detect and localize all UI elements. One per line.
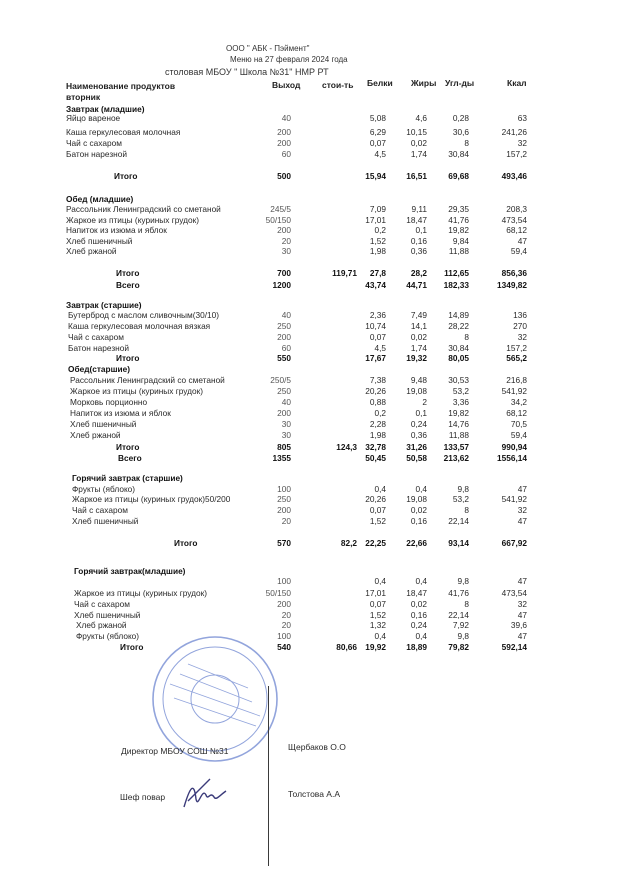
carbs-cell: 19,82 xyxy=(448,225,469,235)
dish-name: Хлеб пшеничный xyxy=(72,516,139,526)
section-label: Итого xyxy=(120,642,144,652)
output-cell: 20 xyxy=(281,620,291,630)
dish-name: Хлеб ржаной xyxy=(66,246,117,256)
carbs-cell: 79,82 xyxy=(448,642,469,652)
carbs-cell: 182,33 xyxy=(443,280,469,290)
protein-cell: 19,92 xyxy=(365,642,386,652)
section-label: Итого xyxy=(116,268,140,278)
protein-cell: 17,01 xyxy=(365,215,386,225)
section-label: Всего xyxy=(116,280,140,290)
director-name: Щербаков О.О xyxy=(288,742,346,752)
dish-name: Жаркое из птицы (куриных грудок) xyxy=(70,386,203,396)
output-cell: 250/5 xyxy=(270,375,291,385)
cost-cell: 82,2 xyxy=(340,538,357,548)
carbs-cell: 8 xyxy=(464,332,469,342)
protein-cell: 0,07 xyxy=(369,138,386,148)
fat-cell: 0,16 xyxy=(410,516,427,526)
fat-cell: 16,51 xyxy=(406,171,427,181)
cost-cell: 119,71 xyxy=(332,268,357,278)
signature-divider xyxy=(268,686,269,866)
dish-name: Рассольник Ленинградский со сметаной xyxy=(66,204,221,214)
output-cell: 20 xyxy=(281,610,291,620)
carbs-cell: 9,84 xyxy=(452,236,469,246)
kcal-cell: 47 xyxy=(517,631,527,641)
section-label: Итого xyxy=(114,171,138,181)
output-cell: 100 xyxy=(277,576,291,586)
protein-cell: 20,26 xyxy=(365,386,386,396)
weekday-label: вторник xyxy=(66,92,101,102)
kcal-cell: 47 xyxy=(517,484,527,494)
output-cell: 200 xyxy=(277,138,291,148)
carbs-cell: 28,22 xyxy=(448,321,469,331)
dish-name: Жаркое из птицы (куриных грудок) xyxy=(66,215,199,225)
dish-name: Напиток из изюма и яблок xyxy=(70,408,171,418)
carbs-cell: 0,28 xyxy=(452,113,469,123)
protein-cell: 0,4 xyxy=(374,631,386,641)
output-cell: 540 xyxy=(277,642,291,652)
carbs-cell: 29,35 xyxy=(448,204,469,214)
protein-cell: 2,36 xyxy=(369,310,386,320)
protein-cell: 10,74 xyxy=(365,321,386,331)
carbs-cell: 69,68 xyxy=(448,171,469,181)
protein-cell: 4,5 xyxy=(374,149,386,159)
carbs-cell: 22,14 xyxy=(448,516,469,526)
kcal-cell: 32 xyxy=(517,505,527,515)
protein-cell: 17,01 xyxy=(365,588,386,598)
fat-cell: 0,1 xyxy=(415,225,427,235)
kcal-cell: 68,12 xyxy=(506,408,527,418)
output-cell: 200 xyxy=(277,332,291,342)
fat-cell: 0,24 xyxy=(410,620,427,630)
output-cell: 60 xyxy=(281,343,291,353)
output-cell: 570 xyxy=(277,538,291,548)
carbs-cell: 14,76 xyxy=(448,419,469,429)
section-label: Итого xyxy=(116,442,140,452)
protein-cell: 0,88 xyxy=(369,397,386,407)
kcal-cell: 32 xyxy=(517,599,527,609)
carbs-cell: 7,92 xyxy=(452,620,469,630)
fat-cell: 0,1 xyxy=(415,408,427,418)
carbs-cell: 9,8 xyxy=(457,631,469,641)
protein-cell: 20,26 xyxy=(365,494,386,504)
carbs-cell: 213,62 xyxy=(443,453,469,463)
fat-cell: 1,74 xyxy=(410,149,427,159)
carbs-cell: 30,84 xyxy=(448,149,469,159)
protein-cell: 0,4 xyxy=(374,576,386,586)
kcal-cell: 39,6 xyxy=(510,620,527,630)
kcal-cell: 241,26 xyxy=(501,127,527,137)
column-header-carbs: Угл-ды xyxy=(445,78,475,88)
kcal-cell: 216,8 xyxy=(506,375,527,385)
fat-cell: 19,08 xyxy=(406,494,427,504)
fat-cell: 0,02 xyxy=(410,138,427,148)
kcal-cell: 856,36 xyxy=(501,268,527,278)
fat-cell: 28,2 xyxy=(410,268,427,278)
output-cell: 200 xyxy=(277,505,291,515)
fat-cell: 22,66 xyxy=(406,538,427,548)
output-cell: 700 xyxy=(277,268,291,278)
carbs-cell: 30,53 xyxy=(448,375,469,385)
cost-cell: 80,66 xyxy=(336,642,357,652)
output-cell: 250 xyxy=(277,386,291,396)
carbs-cell: 93,14 xyxy=(448,538,469,548)
section-label: Итого xyxy=(174,538,198,548)
output-cell: 100 xyxy=(277,484,291,494)
output-cell: 20 xyxy=(281,516,291,526)
protein-cell: 0,2 xyxy=(374,225,386,235)
output-cell: 200 xyxy=(277,599,291,609)
output-cell: 30 xyxy=(281,246,291,256)
fat-cell: 0,02 xyxy=(410,599,427,609)
output-cell: 40 xyxy=(281,113,291,123)
protein-cell: 50,45 xyxy=(365,453,386,463)
output-cell: 1355 xyxy=(272,453,291,463)
carbs-cell: 53,2 xyxy=(452,494,469,504)
carbs-cell: 19,82 xyxy=(448,408,469,418)
dish-name: Фрукты (яблоко) xyxy=(76,631,140,641)
dish-name: Хлеб ржаной xyxy=(76,620,127,630)
carbs-cell: 22,14 xyxy=(448,610,469,620)
output-cell: 50/150 xyxy=(265,215,291,225)
section-label: Завтрак (старшие) xyxy=(66,300,142,310)
protein-cell: 15,94 xyxy=(365,171,386,181)
fat-cell: 10,15 xyxy=(406,127,427,137)
kcal-cell: 59,4 xyxy=(510,246,527,256)
section-label: Итого xyxy=(116,353,140,363)
dish-name: Чай с сахаром xyxy=(72,505,128,515)
fat-cell: 0,4 xyxy=(415,576,427,586)
fat-cell: 31,26 xyxy=(406,442,427,452)
protein-cell: 1,98 xyxy=(369,430,386,440)
section-label: Обед (младшие) xyxy=(66,194,134,204)
dish-name: Хлеб пшеничный xyxy=(74,610,141,620)
kcal-cell: 70,5 xyxy=(510,419,527,429)
fat-cell: 0,16 xyxy=(410,236,427,246)
output-cell: 550 xyxy=(277,353,291,363)
dish-name: Каша геркулесовая молочная вязкая xyxy=(68,321,211,331)
output-cell: 245/5 xyxy=(270,204,291,214)
kcal-cell: 473,54 xyxy=(501,588,527,598)
fat-cell: 18,89 xyxy=(406,642,427,652)
protein-cell: 22,25 xyxy=(365,538,386,548)
kcal-cell: 208,3 xyxy=(506,204,527,214)
kcal-cell: 541,92 xyxy=(501,494,527,504)
kcal-cell: 136 xyxy=(513,310,527,320)
carbs-cell: 11,88 xyxy=(448,430,469,440)
fat-cell: 2 xyxy=(422,397,427,407)
section-label: Всего xyxy=(118,453,142,463)
kcal-cell: 47 xyxy=(517,576,527,586)
protein-cell: 1,32 xyxy=(369,620,386,630)
carbs-cell: 11,88 xyxy=(448,246,469,256)
dish-name: Рассольник Ленинградский со сметаной xyxy=(70,375,225,385)
fat-cell: 0,4 xyxy=(415,484,427,494)
column-header-protein: Белки xyxy=(367,78,393,88)
chef-name: Толстова А.А xyxy=(288,789,341,799)
fat-cell: 1,74 xyxy=(410,343,427,353)
carbs-cell: 133,57 xyxy=(443,442,469,452)
kcal-cell: 157,2 xyxy=(506,149,527,159)
kcal-cell: 47 xyxy=(517,610,527,620)
kcal-cell: 473,54 xyxy=(501,215,527,225)
protein-cell: 5,08 xyxy=(369,113,386,123)
protein-cell: 4,5 xyxy=(374,343,386,353)
director-label: Директор МБОУ СОШ №31 xyxy=(121,746,229,756)
dish-name: Хлеб ржаной xyxy=(70,430,121,440)
dish-name: Бутерброд с маслом сливочным(30/10) xyxy=(68,310,220,320)
canteen-title: столовая МБОУ " Школа №31" НМР РТ xyxy=(165,67,329,77)
fat-cell: 18,47 xyxy=(406,215,427,225)
kcal-cell: 493,46 xyxy=(501,171,527,181)
dish-name: Хлеб пшеничный xyxy=(70,419,137,429)
kcal-cell: 990,94 xyxy=(501,442,527,452)
chef-label: Шеф повар xyxy=(120,792,166,802)
section-label: Горячий завтрак (старшие) xyxy=(72,473,183,483)
protein-cell: 1,98 xyxy=(369,246,386,256)
fat-cell: 0,02 xyxy=(410,505,427,515)
protein-cell: 0,07 xyxy=(369,505,386,515)
organization-title: ООО " АБК - Пэймент" xyxy=(226,44,310,53)
fat-cell: 18,47 xyxy=(406,588,427,598)
carbs-cell: 53,2 xyxy=(452,386,469,396)
fat-cell: 9,11 xyxy=(411,204,427,214)
protein-cell: 0,2 xyxy=(374,408,386,418)
kcal-cell: 47 xyxy=(517,516,527,526)
section-label: Обед(старшие) xyxy=(68,364,130,374)
dish-name: Фрукты (яблоко) xyxy=(72,484,136,494)
output-cell: 50/150 xyxy=(265,588,291,598)
fat-cell: 0,36 xyxy=(410,430,427,440)
kcal-cell: 32 xyxy=(517,332,527,342)
fat-cell: 19,32 xyxy=(406,353,427,363)
carbs-cell: 41,76 xyxy=(448,588,469,598)
kcal-cell: 32 xyxy=(517,138,527,148)
carbs-cell: 9,8 xyxy=(457,576,469,586)
section-label: Завтрак (младшие) xyxy=(66,104,145,114)
carbs-cell: 30,6 xyxy=(452,127,469,137)
kcal-cell: 667,92 xyxy=(501,538,527,548)
output-cell: 200 xyxy=(277,225,291,235)
kcal-cell: 68,12 xyxy=(506,225,527,235)
output-cell: 30 xyxy=(281,419,291,429)
column-header-name: Наименование продуктов xyxy=(66,81,176,91)
dish-name: Жаркое из птицы (куриных грудок)50/200 xyxy=(72,494,231,504)
dish-name: Морковь порционно xyxy=(70,397,148,407)
protein-cell: 7,38 xyxy=(369,375,386,385)
carbs-cell: 41,76 xyxy=(448,215,469,225)
dish-name: Чай с сахаром xyxy=(66,138,122,148)
carbs-cell: 9,8 xyxy=(457,484,469,494)
protein-cell: 0,07 xyxy=(369,599,386,609)
kcal-cell: 565,2 xyxy=(506,353,527,363)
carbs-cell: 80,05 xyxy=(448,353,469,363)
output-cell: 250 xyxy=(277,494,291,504)
dish-name: Напиток из изюма и яблок xyxy=(66,225,167,235)
fat-cell: 0,16 xyxy=(410,610,427,620)
fat-cell: 0,36 xyxy=(410,246,427,256)
dish-name: Батон нарезной xyxy=(66,149,127,159)
protein-cell: 0,4 xyxy=(374,484,386,494)
fat-cell: 0,4 xyxy=(415,631,427,641)
fat-cell: 50,58 xyxy=(406,453,427,463)
output-cell: 60 xyxy=(281,149,291,159)
output-cell: 250 xyxy=(277,321,291,331)
kcal-cell: 59,4 xyxy=(510,430,527,440)
fat-cell: 44,71 xyxy=(406,280,427,290)
output-cell: 200 xyxy=(277,127,291,137)
output-cell: 30 xyxy=(281,430,291,440)
kcal-cell: 34,2 xyxy=(510,397,527,407)
output-cell: 20 xyxy=(281,236,291,246)
protein-cell: 1,52 xyxy=(369,516,386,526)
output-cell: 805 xyxy=(277,442,291,452)
dish-name: Чай с сахаром xyxy=(68,332,124,342)
kcal-cell: 157,2 xyxy=(506,343,527,353)
kcal-cell: 1556,14 xyxy=(497,453,527,463)
dish-name: Чай с сахаром xyxy=(74,599,130,609)
kcal-cell: 270 xyxy=(513,321,527,331)
protein-cell: 27,8 xyxy=(369,268,386,278)
protein-cell: 1,52 xyxy=(369,236,386,246)
fat-cell: 14,1 xyxy=(410,321,427,331)
fat-cell: 0,02 xyxy=(410,332,427,342)
protein-cell: 1,52 xyxy=(369,610,386,620)
kcal-cell: 1349,82 xyxy=(497,280,527,290)
section-label: Горячий завтрак(младшие) xyxy=(74,566,186,576)
output-cell: 40 xyxy=(281,310,291,320)
carbs-cell: 8 xyxy=(464,138,469,148)
output-cell: 500 xyxy=(277,171,291,181)
dish-name: Батон нарезной xyxy=(68,343,129,353)
fat-cell: 19,08 xyxy=(406,386,427,396)
cost-cell: 124,3 xyxy=(336,442,357,452)
dish-name: Каша геркулесовая молочная xyxy=(66,127,181,137)
chef-signature xyxy=(180,777,230,812)
kcal-cell: 63 xyxy=(517,113,527,123)
dish-name: Хлеб пшеничный xyxy=(66,236,133,246)
protein-cell: 43,74 xyxy=(365,280,386,290)
protein-cell: 32,78 xyxy=(365,442,386,452)
carbs-cell: 30,84 xyxy=(448,343,469,353)
carbs-cell: 3,36 xyxy=(452,397,469,407)
protein-cell: 17,67 xyxy=(365,353,386,363)
fat-cell: 7,49 xyxy=(410,310,427,320)
output-cell: 1200 xyxy=(272,280,291,290)
carbs-cell: 8 xyxy=(464,505,469,515)
menu-date: Меню на 27 февраля 2024 года xyxy=(230,55,348,64)
protein-cell: 0,07 xyxy=(369,332,386,342)
carbs-cell: 112,65 xyxy=(444,268,469,278)
output-cell: 100 xyxy=(277,631,291,641)
fat-cell: 9,48 xyxy=(410,375,427,385)
dish-name: Жаркое из птицы (куриных грудок) xyxy=(74,588,207,598)
carbs-cell: 14,89 xyxy=(448,310,469,320)
output-cell: 40 xyxy=(281,397,291,407)
column-header-kcal: Ккал xyxy=(507,78,527,88)
fat-cell: 4,6 xyxy=(415,113,427,123)
kcal-cell: 541,92 xyxy=(501,386,527,396)
carbs-cell: 8 xyxy=(464,599,469,609)
protein-cell: 6,29 xyxy=(369,127,386,137)
column-header-cost: стои-ть xyxy=(322,80,354,90)
column-header-fat: Жиры xyxy=(411,78,437,88)
protein-cell: 2,28 xyxy=(369,419,386,429)
column-header-output: Выход xyxy=(272,80,301,90)
kcal-cell: 47 xyxy=(517,236,527,246)
fat-cell: 0,24 xyxy=(410,419,427,429)
dish-name: Яйцо вареное xyxy=(66,113,121,123)
output-cell: 200 xyxy=(277,408,291,418)
kcal-cell: 592,14 xyxy=(501,642,527,652)
protein-cell: 7,09 xyxy=(369,204,386,214)
